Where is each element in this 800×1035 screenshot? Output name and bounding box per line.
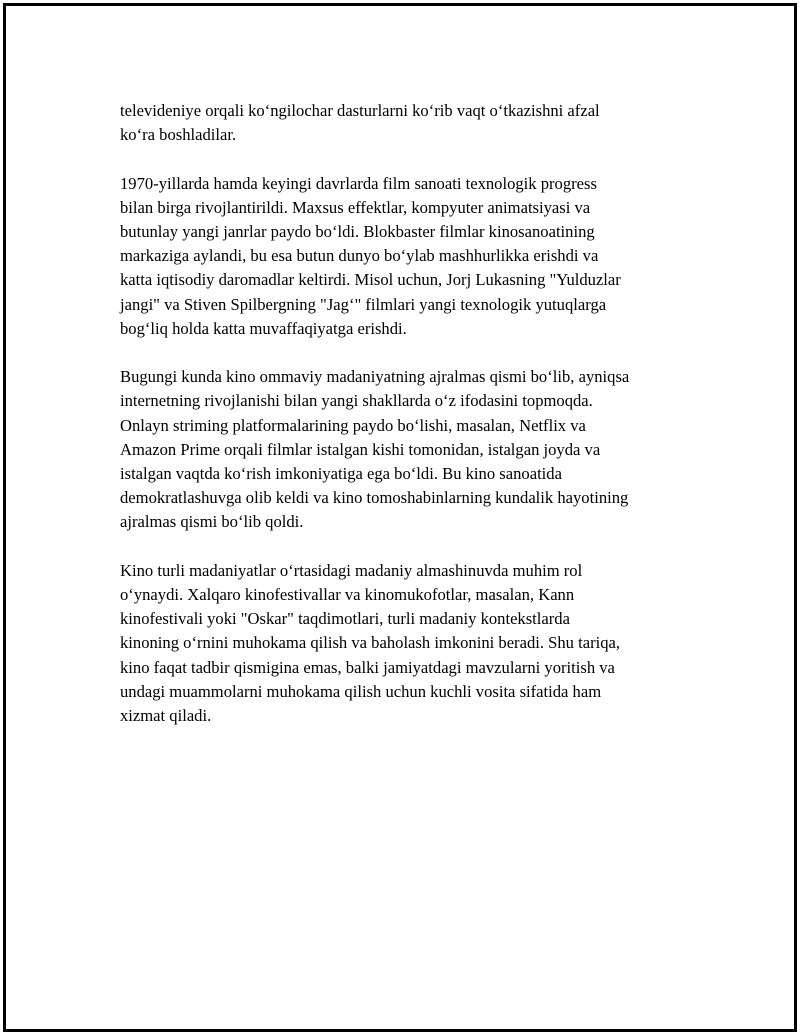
document-body <box>120 99 700 752</box>
paragraph-1: televideniye orqali ko‘ngilochar dasturlarni ko‘rib vaqt o‘tkazishni afzal ko‘ra boshladilar. <box>120 101 600 145</box>
paragraph-4: Kino turli madaniyatlar o‘rtasidagi madaniy almashinuvda muhim rol o‘ynaydi. Xalqaro kinofestivallar va kinomukofotlar, masalan, Kann kinofestivali yoki "Oskar" taqdimotlari, turli madaniy kontekstlarda kinoning o‘rnini muhokama qilish va baholash imkonini beradi. Shu tariqa, kino faqat tadbir qismigina emas, balki jamiyatdagi mavzularni yoritish va undagi muammolarni muhokama qilish uchun kuchli vosita sifatida ham xizmat qiladi. <box>120 560 621 726</box>
paragraph-3: Bugungi kunda kino ommaviy madaniyatning ajralmas qismi bo‘lib, ayniqsa internetning rivojlanishi bilan yangi shakllarda o‘z ifodasini topmoqda. Onlayn striming platformalarining paydo bo‘lishi, masalan, Netflix va Amazon Prime orqali filmlar istalgan kishi tomonidan, istalgan joyda va istalgan vaqtda ko‘rish imkoniyatiga ega bo‘ldi. Bu kino sanoatida demokratlashuvga olib keldi va kino tomoshabinlarning kundalik hayotining ajralmas qismi bo‘lib qoldi. <box>120 367 630 532</box>
paragraph-2: 1970-yillarda hamda keyingi davrlarda film sanoati texnologik progress bilan birga rivojlantirildi. Maxsus effektlar, kompyuter animatsiyasi va butunlay yangi janrlar paydo bo‘ldi. Blokbaster filmlar kinosanoatining markaziga aylandi, bu esa butun dunyo bo‘ylab mashhurlikka erishdi va katta iqtisodiy daromadlar keltirdi. Misol uchun, Jorj Lukasning "Yulduzlar jangi" va Stiven Spilbergning "Jag‘" filmlari yangi texnologik yutuqlarga bog‘liq holda katta muvaffaqiyatga erishdi. <box>120 173 621 338</box>
page-frame <box>3 3 797 1032</box>
